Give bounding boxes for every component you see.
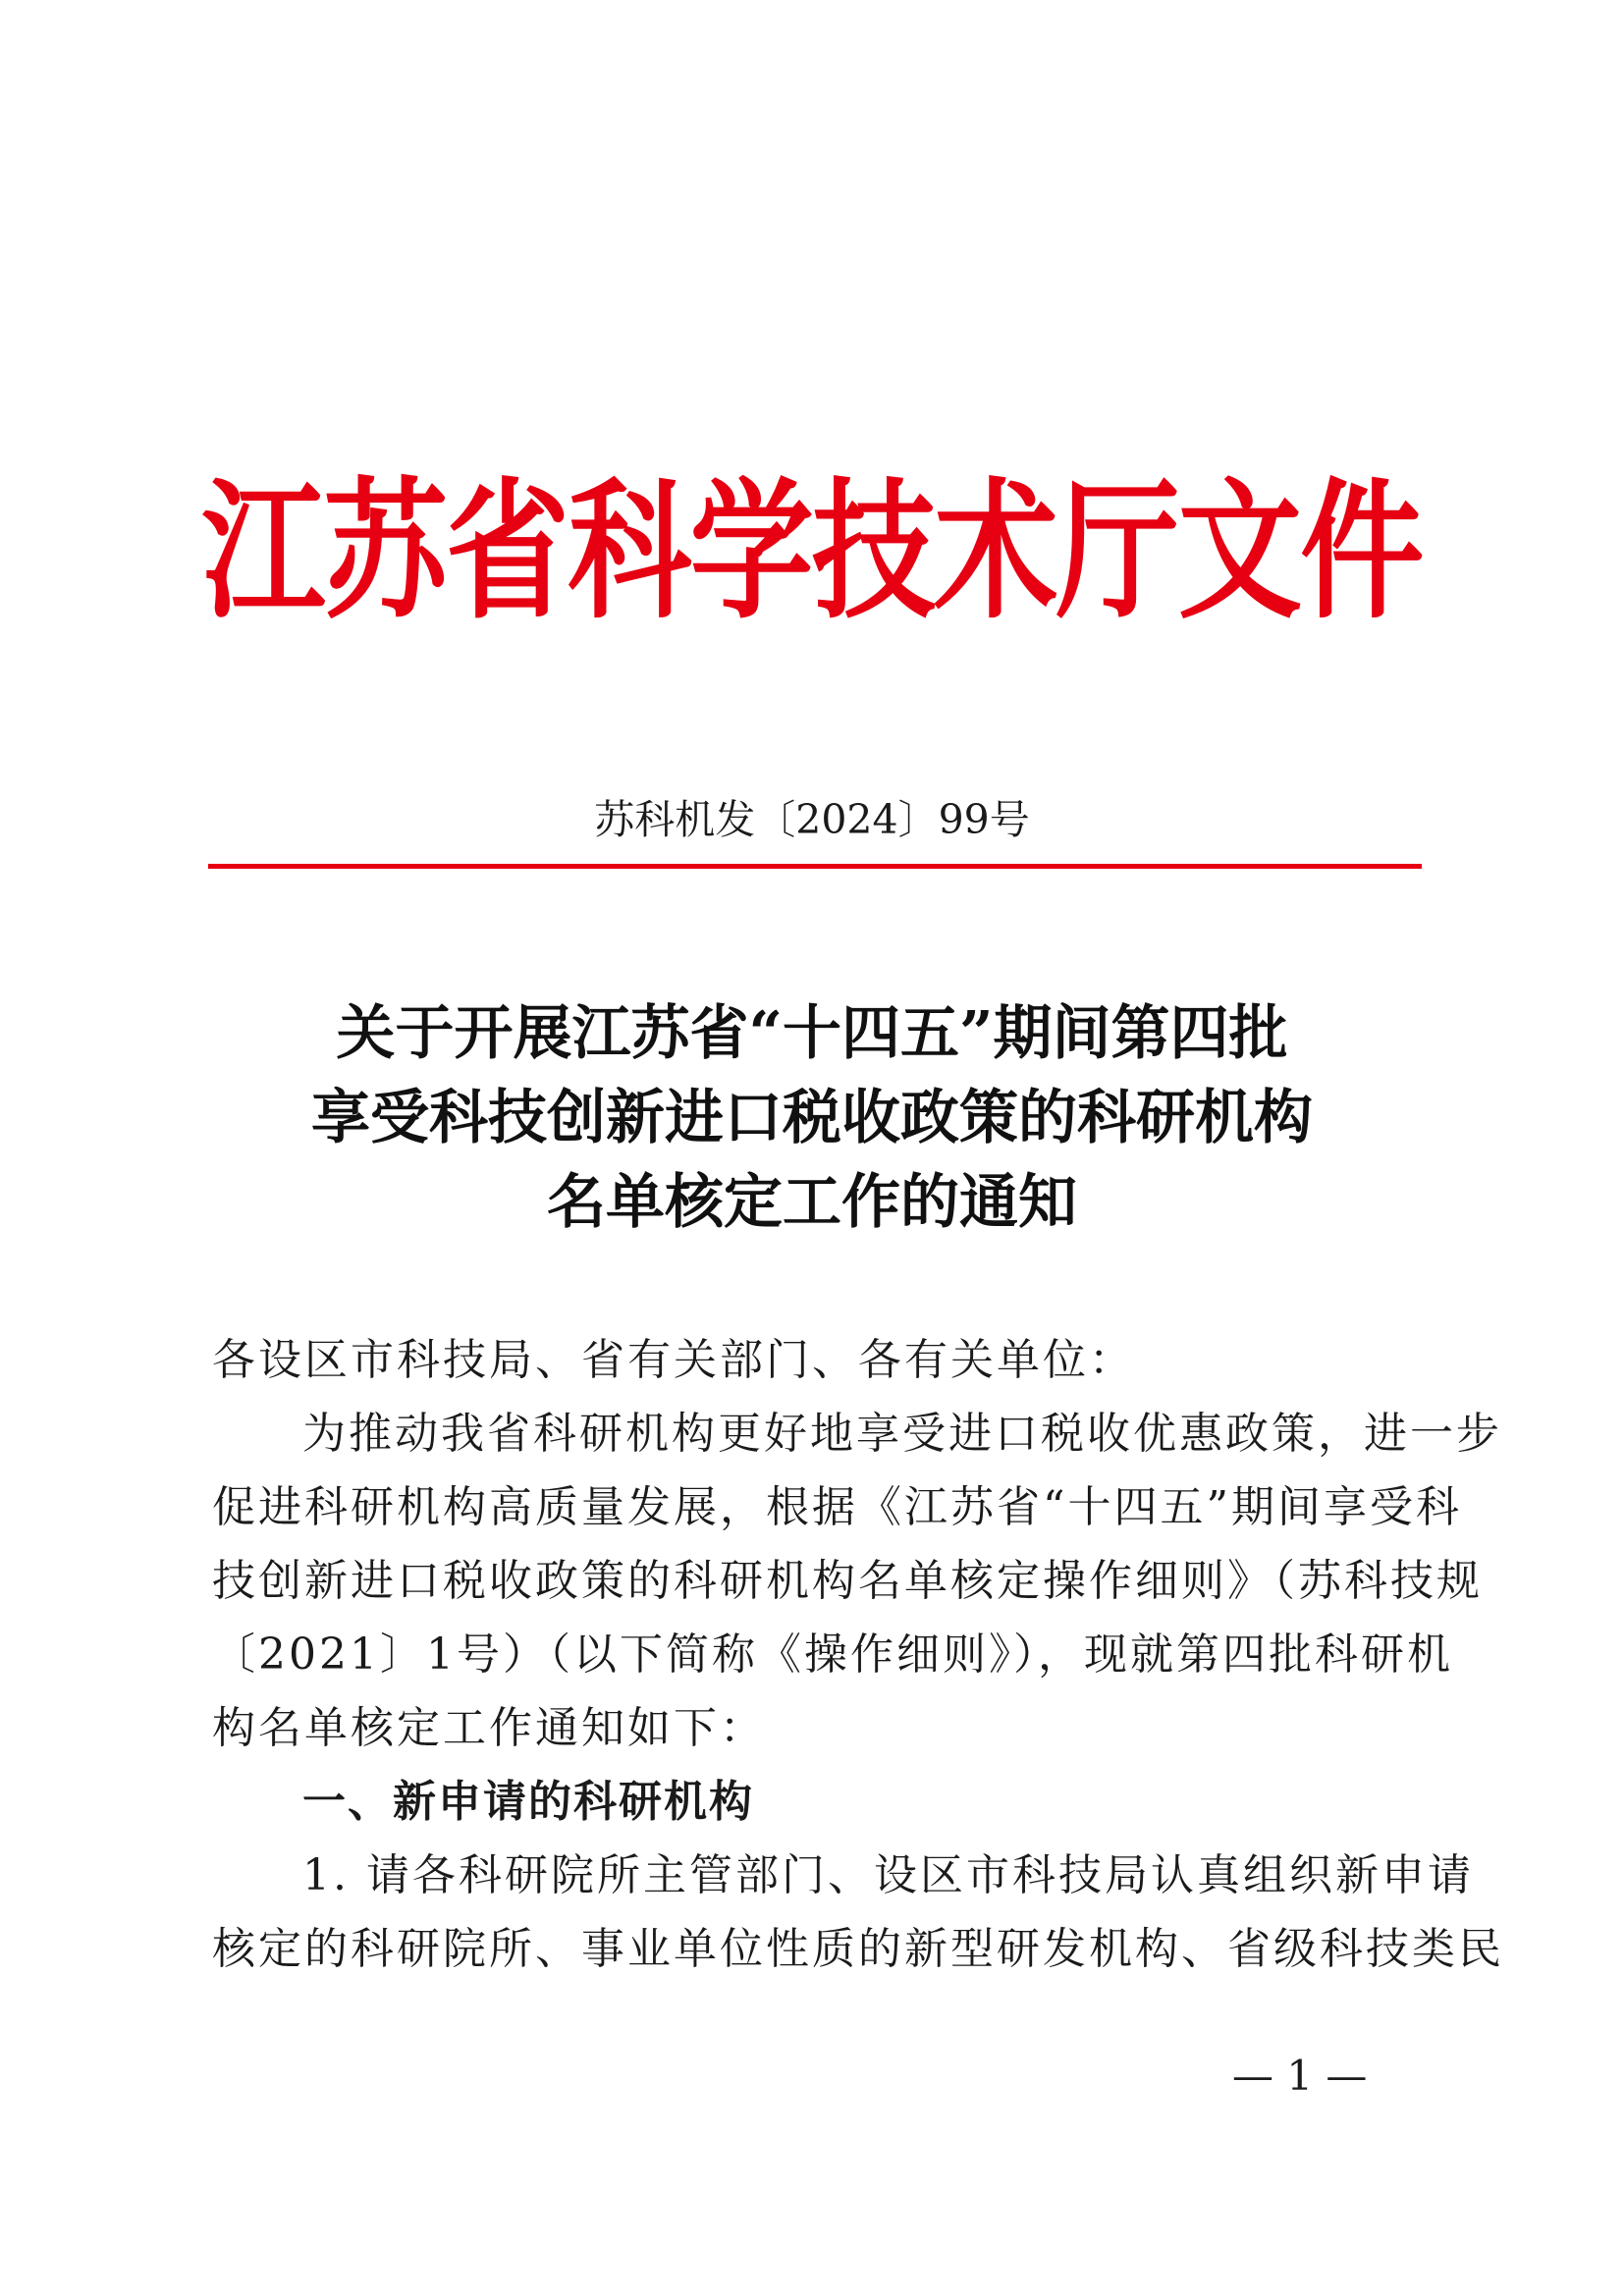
paragraph-1-line-1: 为推动我省科研机构更好地享受进口税收优惠政策，进一步 [302,1409,1502,1459]
paragraph-1-line-5: 构名单核定工作通知如下： [212,1703,766,1753]
document-number: 苏科机发〔2024〕99号 [594,796,1030,843]
item-1-line-1: 1. 请各科研院所主管部门、设区市科技局认真组织新申请 [302,1850,1474,1900]
title-line-3: 名单核定工作的通知 [547,1168,1077,1237]
paragraph-1-line-3: 技创新进口税收政策的科研机构名单核定操作细则》（苏科技规 [212,1556,1483,1606]
paragraph-1-line-2: 促进科研机构高质量发展，根据《江苏省“十四五”期间享受科 [212,1482,1462,1532]
title-line-1: 关于开展江苏省“十四五”期间第四批 [336,999,1288,1068]
page-number: — 1 — [1232,2052,1368,2100]
document-body [212,1323,1504,1986]
section-1-heading: 一、新申请的科研机构 [302,1777,754,1827]
item-1-line-2: 核定的科研院所、事业单位性质的新型研发机构、省级科技类民 [212,1924,1504,1974]
document-masthead: 江苏省科学技术厅文件 [201,463,1423,640]
salutation: 各设区市科技局、省有关部门、各有关单位： [212,1335,1135,1385]
document-title [0,991,1624,1245]
red-separator-rule [208,864,1422,869]
title-line-2: 享受科技创新进口税收政策的科研机构 [311,1084,1313,1152]
paragraph-1-line-4: 〔2021〕1号）（以下简称《操作细则》），现就第四批科研机 [212,1629,1453,1680]
